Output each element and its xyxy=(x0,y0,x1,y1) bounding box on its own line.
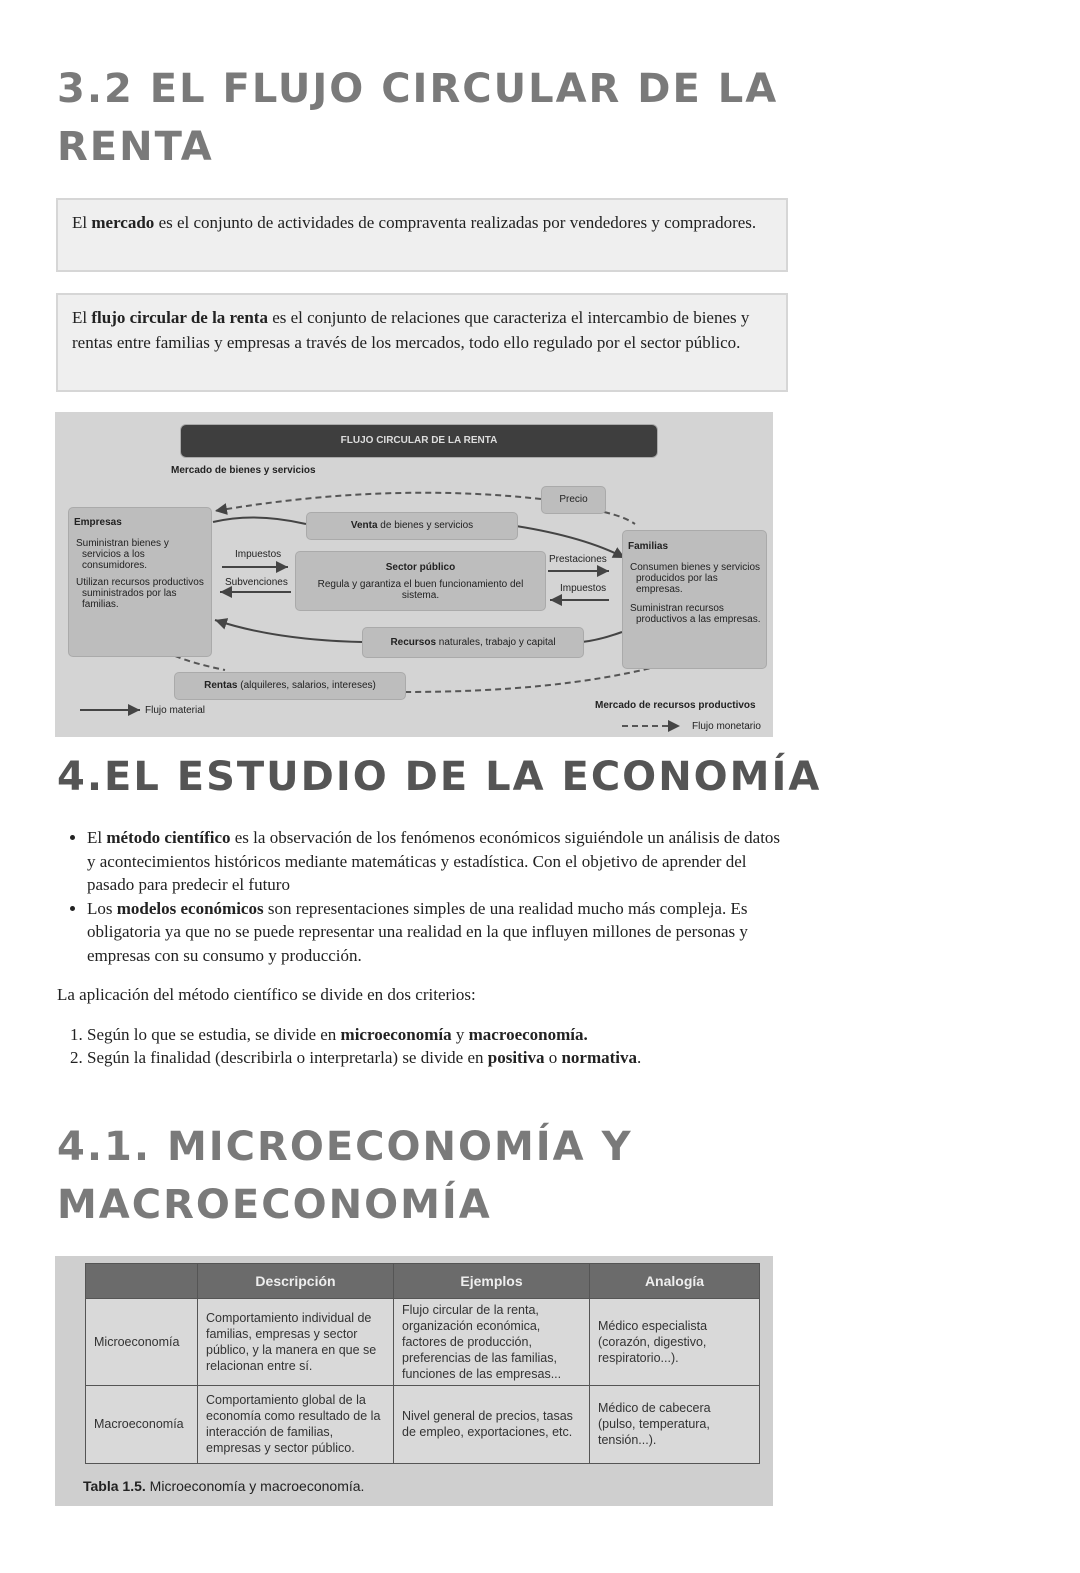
empresas-item: Utilizan recursos productivos suministrados por las familias. xyxy=(76,577,204,610)
title-line: MACROECONOMÍA xyxy=(57,1181,492,1228)
intro-paragraph: La aplicación del método científico se divide en dos criterios: xyxy=(57,985,476,1004)
title-line: RENTA xyxy=(57,124,214,170)
micro-macro-table-image xyxy=(55,1256,773,1506)
empresas-box xyxy=(68,507,212,657)
term: flujo circular de la renta xyxy=(91,308,268,327)
title-line: 3.2 EL FLUJO CIRCULAR DE LA xyxy=(57,66,779,112)
section-title-3-2 xyxy=(57,60,778,176)
prestaciones-label: Prestaciones xyxy=(549,554,607,565)
criteria-list xyxy=(57,1023,782,1070)
table-header-row: Descripción Ejemplos Analogía xyxy=(86,1263,760,1298)
bullet-metodo-cientifico: • El método científico es la observación de los fenómenos económicos siguiéndole un análisis de datos y acontecimientos históricos mediante matemáticas y estadística. Con el objetivo de aprender del pasado para predecir el futuro xyxy=(87,826,782,897)
familias-item: Suministran recursos productivos a las empresas. xyxy=(630,603,761,625)
diagram-title: FLUJO CIRCULAR DE LA RENTA xyxy=(180,424,658,458)
sector-publico-box xyxy=(295,551,546,611)
criterion-item: 2. Según la finalidad (describirla o interpretarla) se divide en positiva o normativa. xyxy=(87,1046,782,1070)
subvenciones-label: Subvenciones xyxy=(225,577,288,588)
definition-mercado: El mercado es el conjunto de actividades de compraventa realizadas por vendedores y compradores. xyxy=(56,198,788,272)
sector-desc: Regula y garantiza el buen funcionamiento del sistema. xyxy=(317,579,524,601)
familias-box xyxy=(622,530,767,669)
empresas-title: Empresas xyxy=(74,517,122,528)
section-title-4-1 xyxy=(57,1118,782,1234)
content-flow xyxy=(57,826,782,1506)
term: mercado xyxy=(91,213,155,232)
section-title-4: 4.EL ESTUDIO DE LA ECONOMÍA xyxy=(57,754,822,800)
market-resources-label: Mercado de recursos productivos xyxy=(595,700,756,711)
venta-box: Venta de bienes y servicios xyxy=(306,512,518,540)
rentas-box: Rentas (alquileres, salarios, intereses) xyxy=(174,672,406,700)
bullet-list xyxy=(57,826,782,967)
title-line: 4.1. MICROECONOMÍA Y xyxy=(57,1123,633,1170)
legend-flujo-monetario: Flujo monetario xyxy=(692,721,761,732)
bullet-modelos-economicos: • Los modelos económicos son representaciones simples de una realidad mucho más compleja. Es obligatoria ya que no se puede representar una realidad en la que influyen millones de personas y empresas con su consumo y producción. xyxy=(87,897,782,968)
table-row: Macroeconomía Comportamiento global de la economía como resultado de la interacción de familias, empresas y sector público. Nivel general de precios, tasas de empleo, exportaciones, etc. Médico de cabecera (pulso, temperatura, tensión...). xyxy=(86,1385,760,1463)
market-goods-label: Mercado de bienes y servicios xyxy=(171,465,316,476)
recursos-box: Recursos naturales, trabajo y capital xyxy=(362,627,584,658)
definition-flujo-circular: El flujo circular de la renta es el conjunto de relaciones que caracteriza el intercambio de bienes y rentas entre familias y empresas a través de los mercados, todo ello regulado por el sector público. xyxy=(56,293,788,392)
familias-title: Familias xyxy=(628,541,669,552)
familias-item: Consumen bienes y servicios producidos por las empresas. xyxy=(630,562,761,595)
criterion-item: 1. Según lo que se estudia, se divide en microeconomía y macroeconomía. xyxy=(87,1023,782,1047)
sector-title: Sector público xyxy=(385,562,456,573)
circular-flow-diagram xyxy=(55,412,773,737)
precio-box: Precio xyxy=(541,486,606,514)
micro-macro-table xyxy=(85,1263,760,1464)
impuestos-label: Impuestos xyxy=(235,549,282,560)
legend-flujo-material: Flujo material xyxy=(145,705,206,716)
empresas-item: Suministran bienes y servicios a los consumidores. xyxy=(76,538,169,571)
impuestos-label: Impuestos xyxy=(560,583,607,594)
table-caption: Tabla 1.5. Microeconomía y macroeconomía. xyxy=(83,1477,365,1494)
table-row: Microeconomía Comportamiento individual de familias, empresas y sector público, y la manera en que se relacionan entre sí. Flujo circular de la renta, organización económica, factores de producción, preferencias de las familias, funciones de las empresas... Médico especialista (corazón, digestivo, respiratorio...). xyxy=(86,1298,760,1385)
